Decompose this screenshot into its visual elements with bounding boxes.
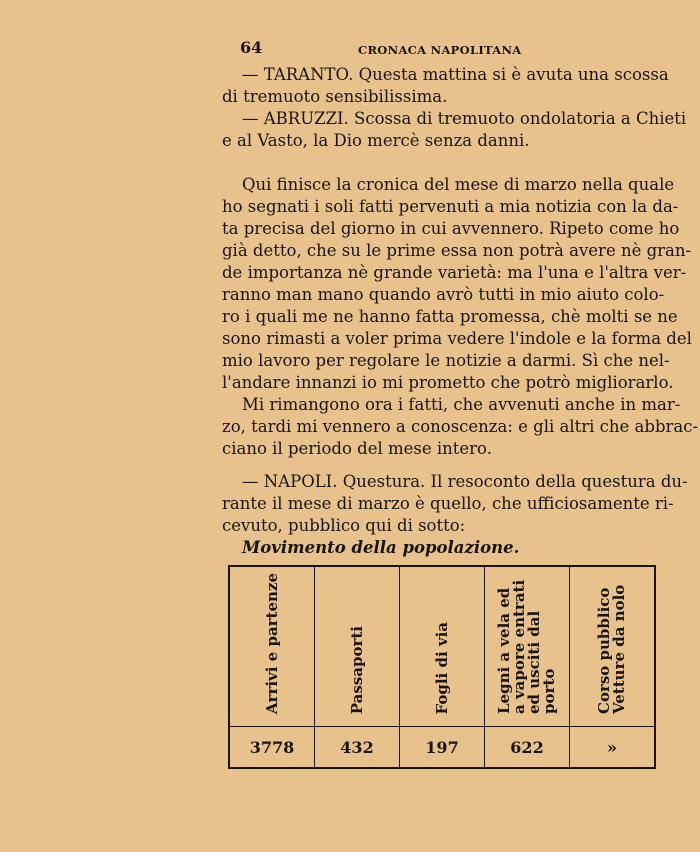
column-header: Passaporti — [347, 625, 366, 714]
text-line: già detto, che su le prime essa non potrà avere nè gran- — [222, 241, 692, 260]
column-header: Fogli di via — [432, 621, 451, 714]
text-line: ranno man mano quando avrò tutti in mio aiuto colo- — [222, 285, 665, 304]
text-line: cevuto, pubblico qui di sotto: — [222, 516, 466, 535]
paragraph-napoli-questura — [222, 471, 688, 559]
text-line: ciano il periodo del mese intero. — [222, 439, 492, 458]
column-header: Corso pubblico Vetture da nolo — [595, 584, 628, 714]
text-line: zo, tardi mi vennero a conoscenza: e gli altri che abbrac- — [222, 417, 699, 436]
text-line: ho segnati i soli fatti pervenuti a mia notizia con la da- — [222, 197, 679, 216]
table-cell: 197 — [400, 727, 485, 769]
running-title: CRONACA NAPOLITANA — [358, 43, 522, 57]
text-line: de importanza nè grande varietà: ma l'una e l'altra ver- — [222, 263, 687, 282]
text-line: Qui finisce la cronica del mese di marzo nella quale — [242, 175, 675, 194]
text-line: di tremuoto sensibilissima. — [222, 87, 448, 106]
table-cell: 622 — [485, 727, 570, 769]
paragraph-taranto-abruzzi — [222, 64, 687, 152]
page-number: 64 — [240, 38, 263, 57]
table-caption: Movimento della popolazione. — [242, 538, 520, 557]
text-line: Mi rimangono ora i fatti, che avvenuti anche in mar- — [242, 395, 681, 414]
text-line: mio lavoro per regolare le notizie a darmi. Sì che nel- — [222, 351, 670, 370]
text-line: — NAPOLI. Questura. Il resoconto della questura du- — [242, 472, 688, 491]
table-cell: 432 — [315, 727, 400, 769]
population-movement-table — [228, 565, 656, 769]
text-line: ta precisa del giorno in cui avvennero. Ripeto come ho — [222, 219, 680, 238]
table-cell: » — [570, 727, 656, 769]
text-line: sono rimasti a voler prima vedere l'indole e la forma del — [222, 329, 692, 348]
table-row — [229, 727, 655, 769]
text-line: — ABRUZZI. Scossa di tremuoto ondolatoria a Chieti — [242, 109, 687, 128]
column-header: Legni a vela ed a vapore entrati ed usciti dal porto — [495, 579, 558, 714]
table-cell: 3778 — [229, 727, 315, 769]
text-line: rante il mese di marzo è quello, che ufficiosamente ri- — [222, 494, 674, 513]
paragraph-qui-finisce — [222, 174, 699, 460]
text-line: l'andare innanzi io mi prometto che potrò migliorarlo. — [222, 373, 674, 392]
table-header-row — [229, 566, 655, 727]
column-header: Arrivi e partenze — [262, 572, 281, 714]
text-line: ro i quali me ne hanno fatta promessa, chè molti se ne — [222, 307, 678, 326]
text-line: e al Vasto, la Dio mercè senza danni. — [222, 131, 530, 150]
text-line: — TARANTO. Questa mattina si è avuta una scossa — [242, 65, 669, 84]
